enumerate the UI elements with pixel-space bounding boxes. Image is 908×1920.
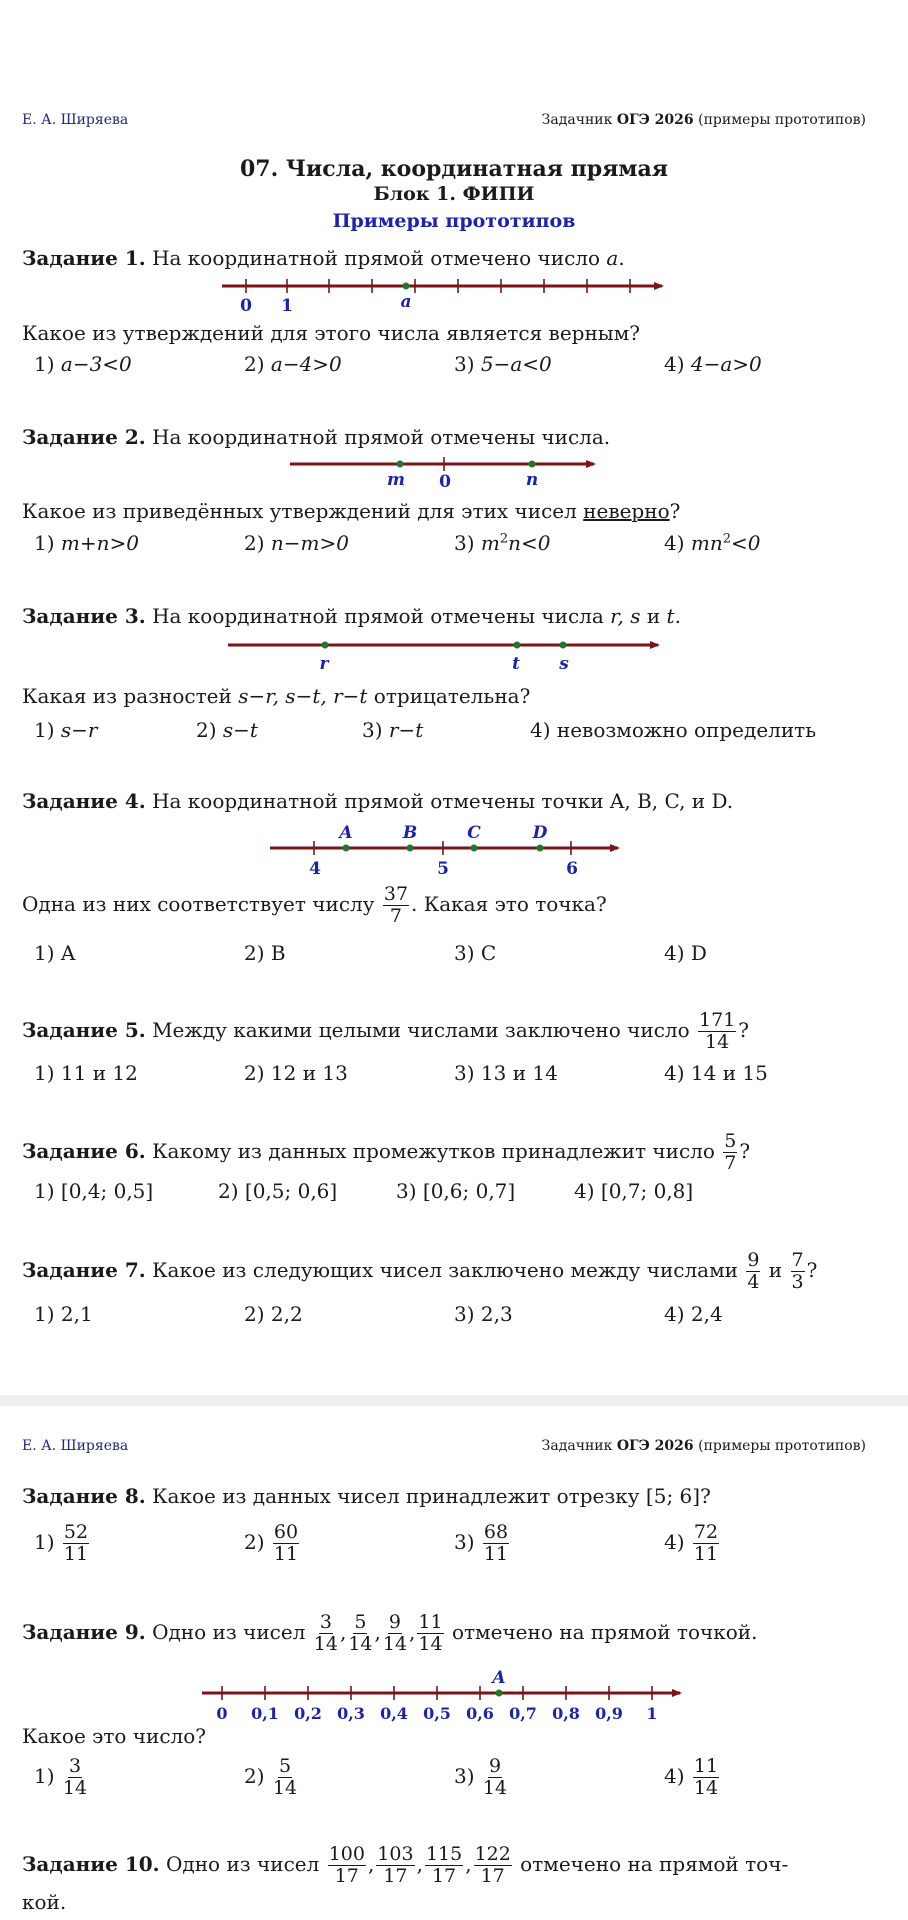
point-C-label: C — [467, 823, 481, 843]
task-9-option-2: 2) $\frac{5}{14}$ — [244, 1755, 298, 1799]
task-1-option-2: 2) a−4>0 — [244, 352, 342, 376]
task-1-question: Какое из утверждений для этого числа является верным? — [22, 321, 640, 345]
point-a — [403, 283, 410, 290]
tick-1: 1 — [281, 296, 293, 316]
fraction-9-4: $\frac{9}{4}$ — [747, 1249, 760, 1293]
task-7-option-4: 4) 2,4 — [664, 1302, 723, 1326]
task-8-option-2: 2) $\frac{60}{11}$ — [244, 1521, 299, 1565]
page-2 — [0, 1406, 908, 1920]
task-4-option-2: 2) B — [244, 941, 286, 965]
tick-4: 4 — [309, 859, 321, 879]
tick-5: 5 — [437, 859, 449, 879]
task-7-option-3: 3) 2,3 — [454, 1302, 513, 1326]
task-10-statement: Задание 10. Одно из чисел $\frac{100}{17}$ , $\frac{103}{17}$ , $\frac{115}{17}$ , $\frac{122}{17}$ отмечено на прямой точ- — [22, 1843, 789, 1887]
fraction-7-3: $\frac{7}{3}$ — [791, 1249, 804, 1293]
tick-label: 0,1 — [251, 1704, 279, 1723]
fraction-171-14: $\frac{171}{14}$ — [699, 1009, 736, 1053]
tick-label: 0,2 — [294, 1704, 322, 1723]
task-4-option-1: 1) A — [34, 941, 76, 965]
tick-label: 0 — [216, 1704, 228, 1723]
task-9-question: Какое это число? — [22, 1724, 207, 1748]
author: Е. А. Ширяева — [22, 112, 129, 128]
point-r — [322, 642, 329, 649]
task-5-option-1: 1) 11 и 12 — [34, 1061, 138, 1085]
point-C — [471, 845, 478, 852]
task-3-option-1: 1) s−r — [34, 718, 98, 742]
task-5-option-3: 3) 13 и 14 — [454, 1061, 558, 1085]
task-4-question: Одна из них соответствует числу $\frac{37}{7}$ . Какая это точка? — [22, 883, 607, 927]
task-6-option-1: 1) [0,4; 0,5] — [34, 1179, 154, 1203]
point-B — [407, 845, 414, 852]
task-2-option-2: 2) n−m>0 — [244, 531, 349, 555]
tick-0: 0 — [240, 296, 252, 316]
task-10-statement-continued: кой. — [22, 1890, 67, 1914]
subtitle: Примеры прототипов — [332, 210, 576, 232]
task-8-option-3: 3) $\frac{68}{11}$ — [454, 1521, 509, 1565]
task-2-option-3: 3) $m^2n<0$ — [454, 531, 551, 555]
task-2-statement: Задание 2. На координатной прямой отмечены числа. — [22, 425, 611, 449]
task-7-option-2: 2) 2,2 — [244, 1302, 303, 1326]
task-2-option-4: 4) $mn^2<0$ — [664, 531, 761, 555]
point-n-label: n — [525, 470, 539, 490]
tick-label: 0,6 — [466, 1704, 494, 1723]
task-4-option-4: 4) D — [664, 941, 707, 965]
task-5-option-2: 2) 12 и 13 — [244, 1061, 348, 1085]
task-8-option-1: 1) $\frac{52}{11}$ — [34, 1521, 89, 1565]
task-3-statement: Задание 3. На координатной прямой отмечены числа r, s и t. — [22, 604, 681, 628]
author: Е. А. Ширяева — [22, 1438, 129, 1454]
tick-6: 6 — [566, 859, 578, 879]
task-4-statement: Задание 4. На координатной прямой отмечены точки A, B, C, и D. — [22, 789, 734, 813]
page-separator — [0, 1395, 908, 1406]
task-2-option-1: 1) m+n>0 — [34, 531, 139, 555]
task-4-option-3: 3) C — [454, 941, 497, 965]
task-6-statement: Задание 6. Какому из данных промежутков принадлежит число $\frac{5}{7}$ ? — [22, 1130, 751, 1174]
task-8-option-4: 4) $\frac{72}{11}$ — [664, 1521, 719, 1565]
point-t — [514, 642, 521, 649]
task-6-option-2: 2) [0,5; 0,6] — [218, 1179, 338, 1203]
task-5-statement: Задание 5. Между какими целыми числами заключено число $\frac{171}{14}$ ? — [22, 1009, 750, 1053]
point-A-label: A — [339, 823, 353, 843]
task-9-option-1: 1) $\frac{3}{14}$ — [34, 1755, 88, 1799]
point-B-label: B — [402, 823, 418, 843]
task-7-statement: Задание 7. Какое из следующих чисел заключено между числами $\frac{9}{4}$ и $\frac{7}{3}$ ? — [22, 1249, 818, 1293]
point-D-label: D — [532, 823, 548, 843]
fraction-37-7: $\frac{37}{7}$ — [383, 883, 409, 927]
task-6-option-3: 3) [0,6; 0,7] — [396, 1179, 516, 1203]
point-s — [560, 642, 567, 649]
task-1-statement: Задание 1. На координатной прямой отмечено число a. — [22, 246, 625, 270]
fraction-5-7: $\frac{5}{7}$ — [724, 1130, 737, 1174]
task-2-question: Какое из приведённых утверждений для этих чисел неверно? — [22, 499, 681, 523]
task-3-axis — [228, 642, 658, 675]
tick-label: 1 — [646, 1704, 658, 1723]
task-6-option-4: 4) [0,7; 0,8] — [574, 1179, 694, 1203]
tick-label: 0,5 — [423, 1704, 451, 1723]
task-3-option-2: 2) s−t — [196, 718, 258, 742]
point-m — [397, 461, 404, 468]
point-A — [496, 1690, 503, 1697]
task-8-statement: Задание 8. Какое из данных чисел принадлежит отрезку [5; 6]? — [22, 1484, 711, 1508]
point-A — [343, 845, 350, 852]
book-title: Задачник ОГЭ 2026 (примеры прототипов) — [541, 112, 866, 128]
task-3-option-4: 4) невозможно определить — [530, 718, 817, 742]
tick-label: 0,8 — [552, 1704, 580, 1723]
point-D — [537, 845, 544, 852]
book-title: Задачник ОГЭ 2026 (примеры прототипов) — [541, 1438, 866, 1454]
point-n — [529, 461, 536, 468]
tick-label: 0,3 — [337, 1704, 365, 1723]
point-s-label: s — [559, 654, 569, 674]
point-r-label: r — [319, 654, 329, 674]
tick-0: 0 — [439, 472, 451, 492]
block-title: Блок 1. ФИПИ — [373, 183, 535, 205]
tick-label: 0,7 — [509, 1704, 537, 1723]
task-1-option-4: 4) 4−a>0 — [664, 352, 762, 376]
main-title: 07. Числа, координатная прямая — [239, 156, 669, 182]
point-A-label: A — [492, 1668, 506, 1688]
task-1-axis — [222, 279, 662, 316]
tick-label: 0,9 — [595, 1704, 623, 1723]
task-1-option-3: 3) 5−a<0 — [454, 352, 552, 376]
task-9-option-4: 4) $\frac{11}{14}$ — [664, 1755, 719, 1799]
point-t-label: t — [512, 654, 520, 674]
task-7-option-1: 1) 2,1 — [34, 1302, 93, 1326]
task-3-option-3: 3) r−t — [362, 718, 424, 742]
task-3-question: Какая из разностей s−r, s−t, r−t отрицательна? — [22, 684, 531, 708]
task-2-axis — [290, 457, 594, 492]
point-a-label: a — [400, 292, 412, 312]
task-4-axis — [270, 823, 618, 879]
task-1-option-1: 1) a−3<0 — [34, 352, 132, 376]
task-9-statement: Задание 9. Одно из чисел $\frac{3}{14}$ , $\frac{5}{14}$ , $\frac{9}{14}$ , $\frac{11}{14}$ отмечено на прямой точкой. — [22, 1611, 758, 1655]
task-9-option-3: 3) $\frac{9}{14}$ — [454, 1755, 508, 1799]
point-m-label: m — [387, 470, 405, 490]
tick-label: 0,4 — [380, 1704, 408, 1723]
task-5-option-4: 4) 14 и 15 — [664, 1061, 768, 1085]
